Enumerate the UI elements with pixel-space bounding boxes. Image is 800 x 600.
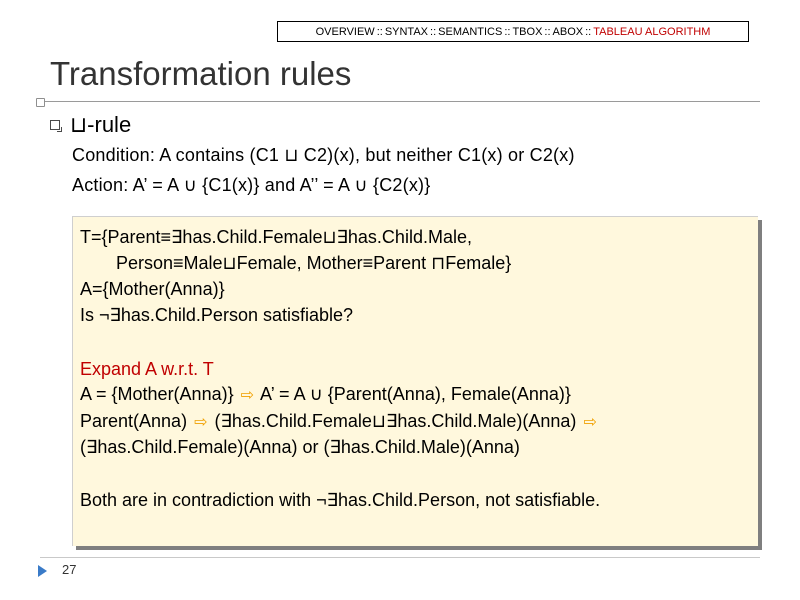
expand-step-2-before: Parent(Anna) [80,411,188,431]
condition-text [72,145,575,166]
expand-step-2-after: (∃has.Child.Female⊔∃has.Child.Male)(Anna) [214,411,577,431]
nav-separator: :: [544,25,551,38]
tbox-line-1: T={Parent≡∃has.Child.Female⊔∃has.Child.Male, [80,227,472,247]
nav-item-overview[interactable]: OVERVIEW [315,25,375,38]
nav-separator: :: [376,25,383,38]
nav-item-abox[interactable]: ABOX [552,25,584,38]
action-text [72,175,430,196]
page-number: 27 [62,562,77,577]
footer-divider [40,557,760,558]
expand-step-1-before: A = {Mother(Anna)} [80,384,234,404]
square-bullet-icon [50,120,60,130]
expand-step-3 [80,437,520,458]
nav-item-tableau-algorithm[interactable]: TABLEAU ALGORITHM [593,25,711,38]
nav-separator: :: [504,25,511,38]
action-body: : A’ = A ∪ {C1(x)} and A’’ = A ∪ {C2(x)} [123,175,431,195]
nav-item-tbox[interactable]: TBOX [512,25,543,38]
question-line: Is ¬∃has.Child.Person satisfiable? [80,305,354,325]
section-nav-bar [277,21,749,42]
tbox-line-2: Person≡Male⊔Female, Mother≡Parent ⊓Female} [116,253,512,273]
example-box [72,216,758,546]
condition-body: : A contains (C1 ⊔ C2)(x), but neither C1(x) or C2(x) [149,145,575,165]
triangle-marker-icon [38,565,47,577]
title-divider [40,101,760,102]
hollow-right-arrow-icon: ⇨ [194,414,208,432]
conclusion-line: Both are in contradiction with ¬∃has.Child.Person, not satisfiable. [80,490,601,510]
rule-bullet [50,112,131,138]
expand-step-1-after: A’ = A ∪ {Parent(Anna), Female(Anna)} [260,384,571,404]
hollow-right-arrow-icon: ⇨ [583,414,597,432]
expand-step-1 [80,384,571,405]
expand-step-3-before: (∃has.Child.Female)(Anna) or (∃has.Child.Male)(Anna) [80,437,520,457]
nav-separator: :: [585,25,592,38]
nav-item-semantics[interactable]: SEMANTICS [438,25,503,38]
abox-line: A={Mother(Anna)} [80,279,225,299]
rule-name: ⊔-rule [70,112,132,137]
nav-separator: :: [430,25,437,38]
condition-label: Condition [72,145,150,165]
action-label: Action [72,175,124,195]
expand-heading: Expand A w.r.t. T [80,359,214,379]
hollow-right-arrow-icon: ⇨ [240,387,255,405]
expand-step-2 [80,411,599,432]
slide-title: Transformation rules [50,55,352,92]
nav-item-syntax[interactable]: SYNTAX [384,25,429,38]
